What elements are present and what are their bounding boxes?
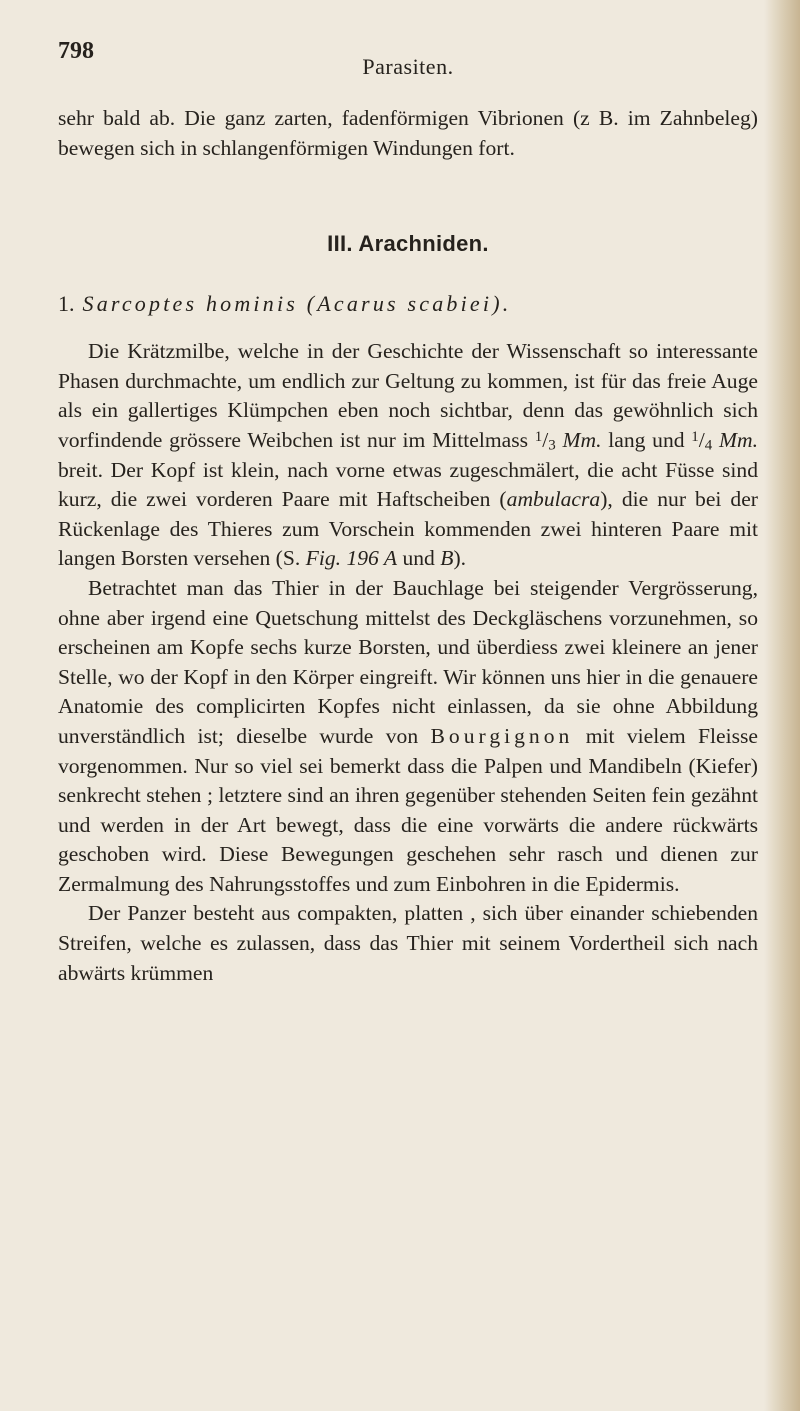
unit-mm: Mm. <box>719 427 758 452</box>
p1-text-a: Die Krätzmilbe, welche in der Geschichte der Wissenschaft so interessante Phasen durchmachte, um endlich zur Geltung zu kommen, ist für das freie Auge als ein gallertiges Klümpchen eben noch sichtbar, denn das gewöhnlich sich vorfindende grössere Weibchen ist nur im Mittelmass <box>58 339 758 452</box>
subheading-number: 1. <box>58 291 75 317</box>
species-title: Sarcoptes hominis (Acarus scabiei). <box>82 291 512 317</box>
fraction-denominator: 4 <box>704 437 713 454</box>
paragraph-anatomy <box>58 574 758 900</box>
unit-mm: Mm. <box>562 427 602 452</box>
page-number: 798 <box>58 38 94 64</box>
intro-paragraph: sehr bald ab. Die ganz zarten, fadenförmigen Vibrionen (z B. im Zahnbeleg) bewegen sich in schlangenförmigen Windungen fort. <box>58 106 758 160</box>
section-heading: III. Arachniden. <box>327 231 489 257</box>
species-subheading <box>58 289 758 319</box>
book-page <box>58 38 758 988</box>
page-header <box>58 38 758 84</box>
paragraph-armor: Der Panzer besteht aus compakten, platten , sich über einander schiebenden Streifen, welche es zulassen, dass das Thier mit seinem Vordertheil sich nach abwärts krümmen <box>58 901 758 985</box>
p2-text-a: Betrachtet man das Thier in der Bauchlage bei steigender Vergrösserung, ohne aber irgend eine Quetschung mittelst des Deckgläschens vorzunehmen, so erscheinen am Kopfe sechs kurze Borsten, und überdiess zwei kleinere an jener Stelle, wo der Kopf in den Körper eingreift. Wir können uns hier in die genauere Anatomie des complicirten Kopfes nicht einlassen, da sie ohne Abbildung unverständlich ist; dieselbe wurde von <box>58 575 758 748</box>
p1-text-f: ). <box>453 546 467 571</box>
p1-text-e: und <box>397 546 441 571</box>
fraction-numerator: 1 <box>691 428 699 445</box>
term-ambulacra: ambulacra <box>506 487 601 512</box>
p1-text-d: ), die nur bei der Rückenlage des Thieres zum Vorschein kommenden zwei hinteren Paare mit langen Borsten versehen (S. <box>58 487 758 571</box>
p1-text-b: lang und <box>601 427 692 452</box>
figure-reference: Fig. 196 A <box>305 546 398 571</box>
fraction-denominator: 3 <box>548 437 556 454</box>
author-name: Bourgignon <box>430 723 574 748</box>
figure-reference-b: B <box>440 546 454 571</box>
p1-text-c: breit. Der Kopf ist klein, nach vorne etwas zugeschmälert, die acht Füsse sind kurz, die zwei vorderen Paare mit Haftscheiben ( <box>58 457 758 512</box>
fraction-numerator: 1 <box>534 428 543 445</box>
page-edge-shadow <box>764 0 800 1411</box>
running-title: Parasiten. <box>362 54 454 79</box>
p2-text-b: mit vielem Fleisse vorgenommen. Nur so viel sei bemerkt dass die Palpen und Mandibeln (Kiefer) senkrecht stehen ; letztere sind an ihren gegenüber stehenden Seiten fein gezähnt und werden in der Art bewegt, dass die eine vorwärts die andere rückwärts geschoben wird. Diese Bewegungen geschehen sehr rasch und dienen zur Zermalmung des Nahrungsstoffes und zum Einbohren in die Epidermis. <box>58 723 758 896</box>
paragraph-description: Die Krätzmilbe, welche in der Geschichte der Wissenschaft so interessante Phasen durchmachte, um endlich zur Geltung zu kommen, ist für das freie Auge als ein gallertiges Klümpchen eben noch sichtbar, denn das gewöhnlich sich vorfindende grössere Weibchen ist nur im Mittelmass $^1$/3 Mm. lang und $^1$/4 Mm. breit. Der Kopf ist klein, nach vorne etwas zugeschmälert, die acht Füsse sind kurz, die zwei vorderen Paare mit Haftscheiben (ambulacra), die nur bei der Rückenlage des Thieres zum Vorschein kommenden zwei hinteren Paare mit langen Borsten versehen (S. Fig. 196 A und B). <box>58 339 758 571</box>
